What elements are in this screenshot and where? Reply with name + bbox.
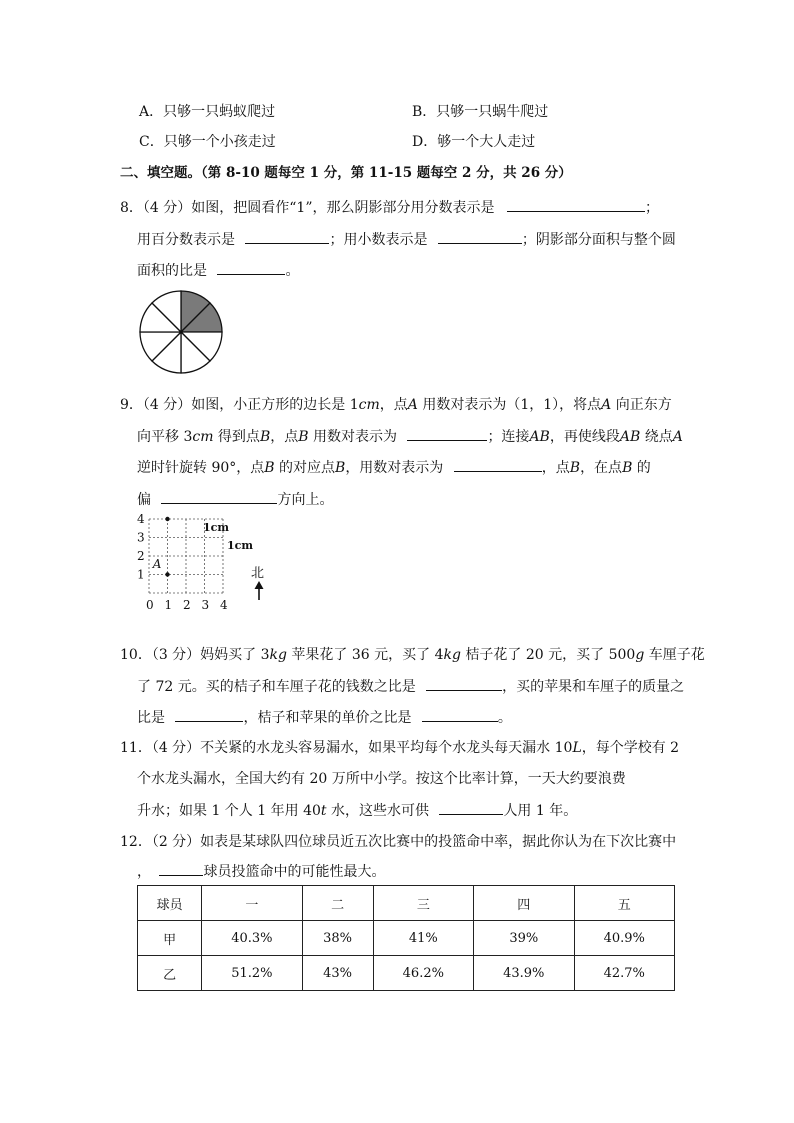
- q9-text: 用数对表示为（1，1），将点: [417, 397, 602, 413]
- table-cell: 40.3%: [202, 921, 302, 956]
- q8-punct: 。: [285, 263, 300, 279]
- q9-line-3: [137, 457, 651, 478]
- q11-text: 11．（4 分）不关紧的水龙头容易漏水，如果平均每个水龙头每天漏水 10: [120, 740, 573, 756]
- q11-line-3: [137, 800, 577, 821]
- table-header-cell: 二: [302, 886, 373, 921]
- north-arrow-icon: [255, 581, 264, 589]
- table-row: [138, 921, 675, 956]
- q10-text: 比是: [137, 710, 165, 726]
- table-header-cell: 一: [202, 886, 302, 921]
- q8-text: ；用小数表示是: [329, 232, 428, 248]
- grid-x-tick: 2: [183, 598, 191, 612]
- q10-unit: kg: [269, 647, 287, 663]
- grid-x-tick: 0: [146, 598, 154, 612]
- q9-var: AB: [529, 429, 550, 445]
- q10-unit: kg: [443, 647, 461, 663]
- table-header-cell: 五: [574, 886, 675, 921]
- q11-unit: L: [572, 740, 582, 756]
- q10-unit: g: [635, 647, 645, 663]
- q9-line-1: [120, 395, 672, 415]
- grid-point: [165, 572, 169, 576]
- q12-blank-player[interactable]: [159, 861, 203, 876]
- table-cell: 40.9%: [574, 921, 675, 956]
- grid-figure: [133, 512, 283, 628]
- q9-text: 用数对表示为: [308, 429, 397, 445]
- q9-text: 9．（4 分）如图，小正方形的边长是 1: [120, 397, 359, 413]
- grid-y-tick: 2: [137, 549, 145, 563]
- q8-blank-decimal[interactable]: [438, 229, 522, 244]
- q9-var: B: [298, 429, 309, 445]
- q9-var: B: [259, 429, 271, 445]
- q9-text: 向正东方: [611, 397, 672, 413]
- q9-var: B: [569, 460, 581, 476]
- grid-y-tick: 1: [137, 567, 145, 582]
- grid-scale-label-top: 1cm: [203, 521, 229, 534]
- grid-x-tick: 3: [201, 598, 210, 612]
- q9-text: 绕点: [640, 429, 673, 445]
- q11-text: 人用 1 年。: [503, 803, 578, 819]
- q12-text: 球员投篮命中的可能性最大。: [203, 864, 386, 880]
- q8-text: 8．（4 分）如图，把圆看作“1”，那么阴影部分用分数表示是: [120, 200, 495, 216]
- q10-text: 苹果花了 36 元，买了 4: [286, 647, 444, 663]
- q8-punct: ；: [644, 200, 659, 216]
- q8-blank-fraction[interactable]: [507, 197, 645, 212]
- q9-line-2: [137, 426, 683, 447]
- q11-line-1: [120, 738, 679, 758]
- grid-y-tick: 3: [137, 530, 145, 545]
- q9-unit: cm: [358, 397, 380, 413]
- q10-text: 10．（3 分）妈妈买了 3: [120, 647, 270, 663]
- grid-y-tick: 4: [137, 512, 145, 526]
- q9-blank-b[interactable]: [407, 426, 487, 441]
- q8-line-2: [137, 229, 676, 250]
- table-header-cell: 四: [474, 886, 574, 921]
- table-cell: 甲: [138, 921, 202, 956]
- grid-scale-label-side: 1cm: [227, 539, 253, 552]
- q9-text: 的对应点: [274, 460, 336, 476]
- q8-blank-percent[interactable]: [245, 229, 329, 244]
- q9-text: 向平移 3: [137, 429, 193, 445]
- table-cell: 41%: [373, 921, 473, 956]
- table-cell: 43%: [302, 956, 373, 991]
- q9-blank-direction[interactable]: [161, 489, 277, 504]
- q8-text: ；阴影部分面积与整个圆: [521, 232, 676, 248]
- q11-blank-people[interactable]: [439, 800, 503, 815]
- q11-unit: t: [320, 803, 327, 819]
- q9-text: ，点: [379, 397, 408, 413]
- table-cell: 39%: [474, 921, 574, 956]
- table-cell: 46.2%: [373, 956, 473, 991]
- q9-text: 得到点: [213, 429, 260, 445]
- q9-text: ，在点: [580, 460, 623, 476]
- q10-blank-3[interactable]: [422, 707, 498, 722]
- q10-line-1: [120, 645, 705, 665]
- q9-text: ，再使线段: [549, 429, 620, 445]
- q10-punct: 。: [497, 710, 512, 726]
- table-cell: 43.9%: [474, 956, 574, 991]
- q9-unit: cm: [192, 429, 214, 445]
- q9-var: A: [672, 429, 683, 445]
- shooting-table: [137, 885, 675, 991]
- q8-line-1: [120, 197, 659, 218]
- q10-text: 车厘子花: [644, 647, 705, 663]
- q9-text: ，用数对表示为: [345, 460, 444, 476]
- q9-text: 逆时针旋转 90°，点: [137, 460, 265, 476]
- q7-option-c: C．只够一个小孩走过: [139, 134, 276, 150]
- grid-point: [165, 517, 169, 521]
- q9-var: B: [264, 460, 275, 476]
- q9-line-4: [137, 489, 333, 510]
- q9-text: 的: [632, 460, 651, 476]
- q10-text: 桔子花了 20 元，买了 500: [460, 647, 636, 663]
- q10-line-3: [137, 707, 512, 728]
- north-label: 北: [251, 566, 265, 581]
- q7-option-b: B．只够一只蜗牛爬过: [412, 104, 549, 120]
- table-header-row: [138, 886, 675, 921]
- table-row: [138, 956, 675, 991]
- q9-text: 偏: [137, 492, 151, 508]
- q9-var: B: [335, 460, 346, 476]
- q9-text: ；连接: [487, 429, 530, 445]
- pie-figure: [138, 289, 224, 375]
- q7-option-d: D．够一个大人走过: [412, 134, 536, 150]
- q10-text: 了 72 元。买的桔子和车厘子花的钱数之比是: [137, 679, 416, 695]
- table-cell: 38%: [302, 921, 373, 956]
- q10-text: ，买的苹果和车厘子的质量之: [502, 679, 685, 695]
- q9-text: ，点: [270, 429, 299, 445]
- q12-text: ，: [137, 864, 151, 880]
- q8-text: 用百分数表示是: [137, 232, 235, 248]
- table-cell: 42.7%: [574, 956, 675, 991]
- q11-text: 升水；如果 1 个人 1 年用 40: [137, 803, 321, 819]
- table-cell: 51.2%: [202, 956, 302, 991]
- q10-line-2: [137, 676, 684, 697]
- q8-blank-ratio[interactable]: [217, 260, 285, 275]
- q9-text: ，点: [541, 460, 570, 476]
- q12-line-1: 12．（2 分）如表是某球队四位球员近五次比赛中的投篮命中率，据此你认为在下次比赛中: [120, 834, 677, 850]
- point-a-label: A: [152, 557, 162, 572]
- q12-line-2: [137, 861, 385, 882]
- q10-blank-2[interactable]: [175, 707, 243, 722]
- table-cell: 乙: [138, 956, 202, 991]
- q9-var: A: [407, 397, 418, 413]
- table-header-cell: 球员: [138, 886, 202, 921]
- q8-text: 面积的比是: [137, 263, 207, 279]
- q9-blank-b-prime[interactable]: [454, 457, 542, 472]
- grid-x-tick: 1: [164, 598, 173, 612]
- q10-text: ，桔子和苹果的单价之比是: [243, 710, 412, 726]
- section-title: 二、填空题。（第 8-10 题每空 1 分，第 11-15 题每空 2 分，共 26 分）: [120, 165, 572, 181]
- q8-line-3: [137, 260, 299, 281]
- q9-text: 方向上。: [277, 492, 334, 508]
- q11-text: 水，这些水可供: [326, 803, 429, 819]
- grid-x-tick: 4: [220, 598, 228, 612]
- q10-blank-1[interactable]: [426, 676, 502, 691]
- table-header-cell: 三: [373, 886, 473, 921]
- q11-line-2: 个水龙头漏水，全国大约有 20 万所中小学。按这个比率计算，一天大约要浪费: [137, 771, 626, 787]
- q7-option-a: A．只够一只蚂蚁爬过: [139, 104, 276, 120]
- q9-var: A: [601, 397, 612, 413]
- q11-text: ，每个学校有 2: [581, 740, 680, 756]
- q9-var: AB: [619, 429, 641, 445]
- q9-var: B: [622, 460, 633, 476]
